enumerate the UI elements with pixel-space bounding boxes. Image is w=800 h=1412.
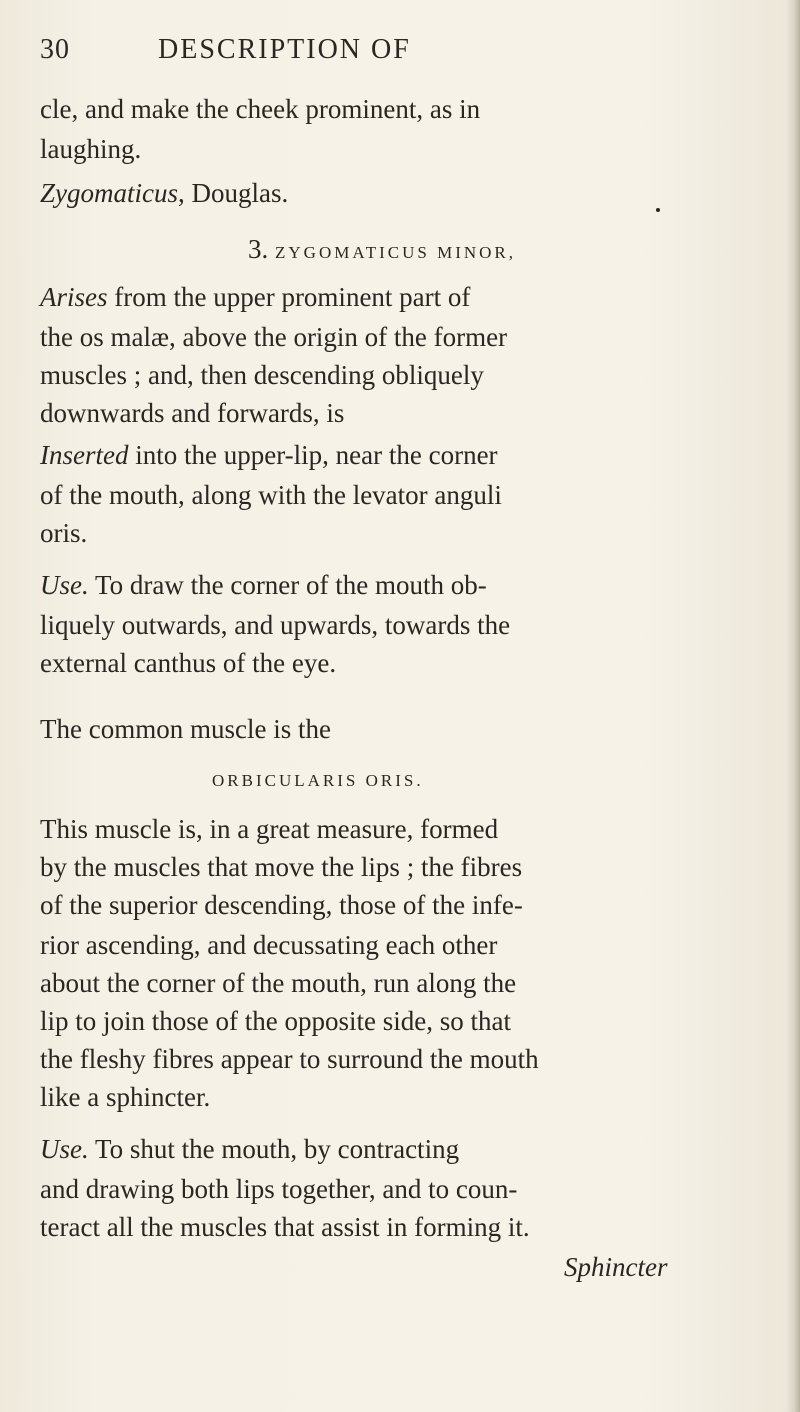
section-heading xyxy=(248,236,516,263)
text-line: oris. xyxy=(40,518,88,548)
term-arises: Arises xyxy=(40,282,108,312)
page-edge-shadow xyxy=(786,0,800,1412)
text-line: of the superior descending, those of the infe- xyxy=(40,890,523,920)
term-use: Use. xyxy=(40,1134,89,1164)
author-name: , Douglas. xyxy=(178,178,289,208)
text-line: The common muscle is the xyxy=(40,714,331,744)
section-number: 3. xyxy=(248,234,275,264)
text-line: cle, and make the cheek prominent, as in xyxy=(40,94,481,124)
page-number: 30 xyxy=(40,34,70,65)
section-title: ZYGOMATICUS MINOR, xyxy=(275,243,517,262)
text-line: teract all the muscles that assist in forming it. xyxy=(40,1212,530,1242)
section-heading-orbicularis: ORBICULARIS ORIS. xyxy=(212,771,424,790)
ink-speck xyxy=(656,208,660,212)
catchword: Sphincter xyxy=(564,1252,668,1282)
text-line: and drawing both lips together, and to coun- xyxy=(40,1174,518,1204)
text-line: rior ascending, and decussating each other xyxy=(40,930,498,960)
text-line: muscles ; and, then descending obliquely xyxy=(40,360,484,390)
text-line: lip to join those of the opposite side, so that xyxy=(40,1006,511,1036)
term-use: Use. xyxy=(40,570,89,600)
text-line: liquely outwards, and upwards, towards the xyxy=(40,610,511,640)
page-header xyxy=(40,34,740,74)
text-line: Inserted into the upper-lip, near the corner xyxy=(40,440,498,470)
running-head: DESCRIPTION OF xyxy=(158,34,411,65)
text-line: Arises from the upper prominent part of xyxy=(40,282,471,312)
text-line: laughing. xyxy=(40,134,142,164)
muscle-name: Zygomaticus xyxy=(40,178,178,208)
text-line: external canthus of the eye. xyxy=(40,648,337,678)
text-line: like a sphincter. xyxy=(40,1082,211,1112)
text-line: Use. To shut the mouth, by contracting xyxy=(40,1134,460,1164)
term-inserted: Inserted xyxy=(40,440,129,470)
text-line: of the mouth, along with the levator anguli xyxy=(40,480,502,510)
text-line: the os malæ, above the origin of the former xyxy=(40,322,508,352)
text-line: about the corner of the mouth, run along the xyxy=(40,968,517,998)
text-line: This muscle is, in a great measure, formed xyxy=(40,814,499,844)
text-line: the fleshy fibres appear to surround the mouth xyxy=(40,1044,539,1074)
text-line: by the muscles that move the lips ; the fibres xyxy=(40,852,523,882)
text-line: Use. To draw the corner of the mouth ob- xyxy=(40,570,487,600)
text-line xyxy=(40,180,288,207)
text-line: downwards and forwards, is xyxy=(40,398,345,428)
